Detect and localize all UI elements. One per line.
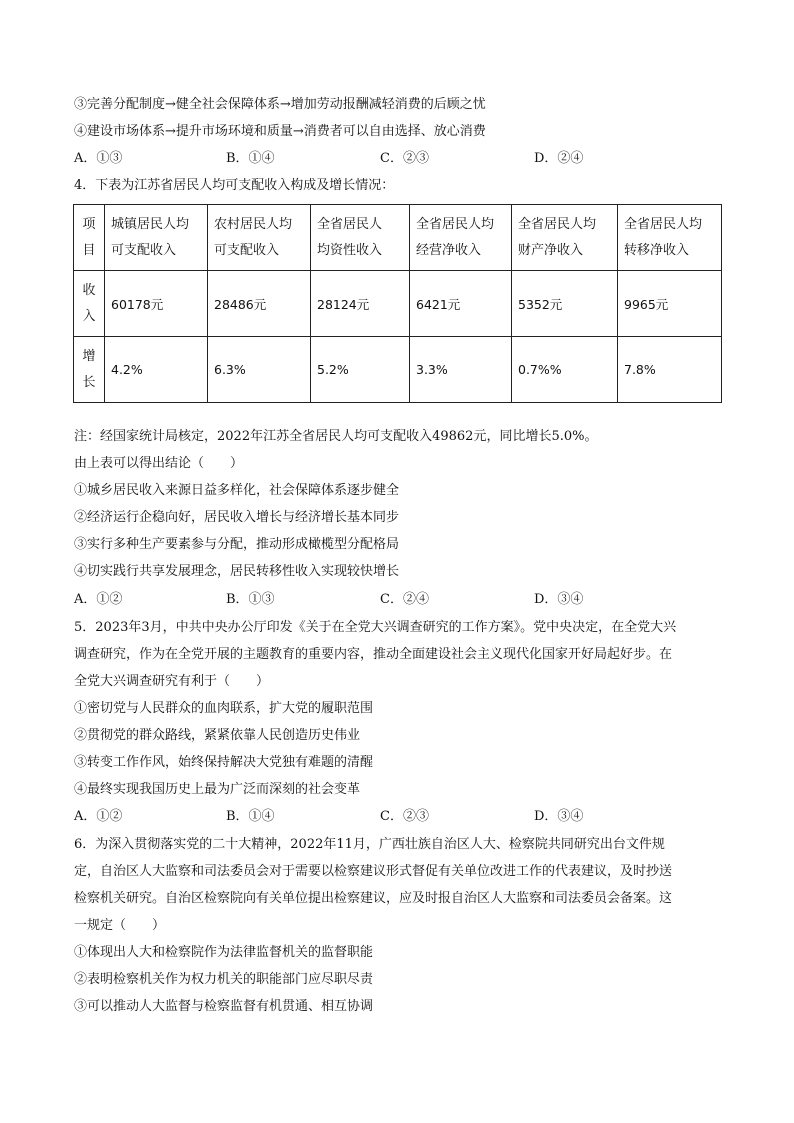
q5-stem-line-2: 调查研究，作为在全党开展的主题教育的重要内容，推动全面建设社会主义现代化国家开好局起好步。在 xyxy=(74,647,673,662)
q4-stem: 4．下表为江苏省居民人均可支配收入构成及增长情况： xyxy=(74,178,395,193)
header-transfer-income: 全省居民人均 转移净收入 xyxy=(618,205,722,271)
q3-option-a: A．①③ xyxy=(74,151,123,166)
row-label-growth: 增 长 xyxy=(74,337,105,403)
q4-option-a: A．①② xyxy=(74,592,123,607)
income-cell: 28486元 xyxy=(208,271,311,337)
q4-question: 由上表可以得出结论（ ） xyxy=(74,456,244,471)
income-cell: 6421元 xyxy=(410,271,512,337)
q6-statement-1: ①体现出人大和检察院作为法律监督机关的监督职能 xyxy=(74,945,374,960)
income-cell: 9965元 xyxy=(618,271,722,337)
q5-statement-3: ③转变工作作风，始终保持解决大党独有难题的清醒 xyxy=(74,755,374,770)
income-cell: 5352元 xyxy=(512,271,618,337)
q4-option-c: C．②④ xyxy=(380,592,429,607)
q5-option-b: B．①④ xyxy=(226,809,275,824)
q4-option-d: D．③④ xyxy=(534,592,584,607)
table-row-income xyxy=(74,271,722,337)
growth-cell: 5.2% xyxy=(311,337,410,403)
q5-option-a: A．①② xyxy=(74,809,123,824)
statement-4: ④建设市场体系→提升市场环境和质量→消费者可以自由选择、放心消费 xyxy=(74,124,486,139)
q5-stem-line-3: 全党大兴调查研究有利于（ ） xyxy=(74,674,270,689)
q4-statement-1: ①城乡居民收入来源日益多样化，社会保障体系逐步健全 xyxy=(74,483,400,498)
q3-option-d: D．②④ xyxy=(534,151,584,166)
table-header-row xyxy=(74,205,722,271)
q6-stem-line-1: 6．为深入贯彻落实党的二十大精神，2022年11月，广西壮族自治区人大、检察院共同研究出台文件规 xyxy=(74,837,665,852)
header-business-income: 全省居民人均 经营净收入 xyxy=(410,205,512,271)
table-corner-cell: 项 目 xyxy=(74,205,105,271)
q4-options xyxy=(74,591,714,609)
income-cell: 60178元 xyxy=(105,271,208,337)
q5-option-d: D．③④ xyxy=(534,809,584,824)
q5-stem-line-1: 5．2023年3月，中共中央办公厅印发《关于在全党大兴调查研究的工作方案》。党中央决定，在全党大兴 xyxy=(74,620,677,635)
row-label-income: 收 入 xyxy=(74,271,105,337)
q4-option-b: B．①③ xyxy=(226,592,275,607)
q5-options xyxy=(74,808,714,826)
q3-option-c: C．②③ xyxy=(380,151,429,166)
q5-option-c: C．②③ xyxy=(380,809,429,824)
q5-statement-4: ④最终实现我国历史上最为广泛而深刻的社会变革 xyxy=(74,782,361,797)
statement-3: ③完善分配制度→健全社会保障体系→增加劳动报酬减轻消费的后顾之忧 xyxy=(74,97,486,112)
header-rural-income: 农村居民人均 可支配收入 xyxy=(208,205,311,271)
q5-statement-1: ①密切党与人民群众的血肉联系，扩大党的履职范围 xyxy=(74,701,374,716)
q6-stem-line-3: 检察机关研究。自治区检察院向有关单位提出检察建议，应及时报自治区人大监察和司法委员会备案。这 xyxy=(74,891,673,906)
table-row-growth xyxy=(74,337,722,403)
income-table xyxy=(73,204,722,403)
q4-statement-2: ②经济运行企稳向好，居民收入增长与经济增长基本同步 xyxy=(74,510,400,525)
q3-options xyxy=(74,150,714,168)
growth-cell: 3.3% xyxy=(410,337,512,403)
growth-cell: 4.2% xyxy=(105,337,208,403)
q4-statement-3: ③实行多种生产要素参与分配，推动形成橄榄型分配格局 xyxy=(74,537,400,552)
header-urban-income: 城镇居民人均 可支配收入 xyxy=(105,205,208,271)
q6-stem-line-2: 定，自治区人大监察和司法委员会对于需要以检察建议形式督促有关单位改进工作的代表建议，及时抄送 xyxy=(74,864,673,879)
growth-cell: 7.8% xyxy=(618,337,722,403)
income-cell: 28124元 xyxy=(311,271,410,337)
q4-note: 注：经国家统计局核定，2022年江苏全省居民人均可支配收入49862元，同比增长5.0%。 xyxy=(74,429,598,444)
q6-stem-line-4: 一规定（ ） xyxy=(74,918,166,933)
q5-statement-2: ②贯彻党的群众路线，紧紧依靠人民创造历史伟业 xyxy=(74,728,361,743)
q6-statement-2: ②表明检察机关作为权力机关的职能部门应尽职尽责 xyxy=(74,972,374,987)
header-property-income: 全省居民人均 财产净收入 xyxy=(512,205,618,271)
q6-statement-3: ③可以推动人大监督与检察监督有机贯通、相互协调 xyxy=(74,999,374,1014)
header-wage-income: 全省居民人 均资性收入 xyxy=(311,205,410,271)
growth-cell: 6.3% xyxy=(208,337,311,403)
q3-option-b: B．①④ xyxy=(226,151,275,166)
q4-statement-4: ④切实践行共享发展理念，居民转移性收入实现较快增长 xyxy=(74,564,400,579)
growth-cell: 0.7%% xyxy=(512,337,618,403)
